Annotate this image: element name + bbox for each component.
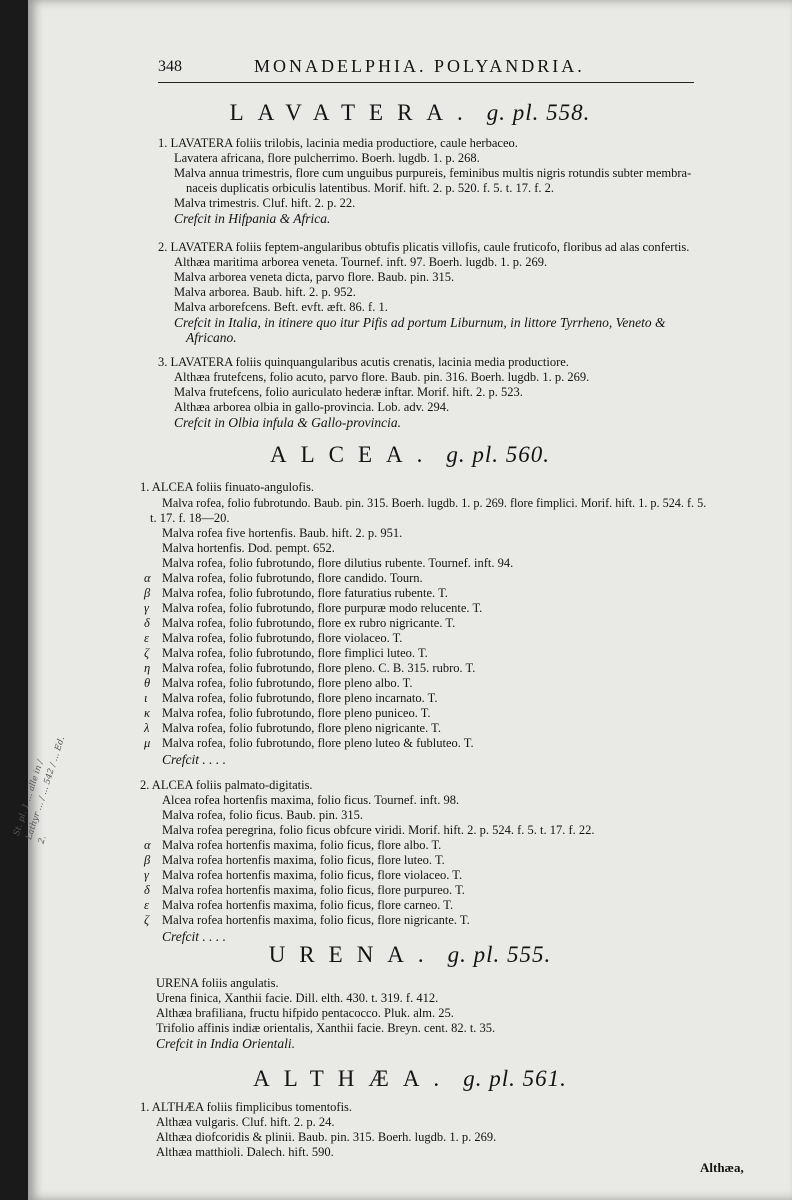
variety-label: θ — [144, 676, 151, 690]
variety-label: η — [144, 661, 151, 675]
variety-label: δ — [144, 616, 150, 630]
habitat-line: Africano. — [186, 330, 237, 345]
handwritten-margin-note: St. pl. 1 ... alle in / Lathyr ... / ... 542 / ... Ed. 2. — [11, 735, 68, 846]
variety-label: α — [144, 571, 151, 585]
synonym-line: Althæa diofcoridis & plinii. Baub. pin. 315. Boerh. lugdb. 1. p. 269. — [156, 1130, 497, 1144]
species-line: 1. ALTHÆA foliis fimplicibus tomentofis. — [140, 1100, 353, 1114]
variety-label: β — [144, 853, 151, 867]
variety-label: β — [144, 586, 151, 600]
variety-line: Malva rofea, folio fubrotundo, flore faturatius rubente. T. — [162, 586, 448, 600]
variety-line: Malva rofea, folio fubrotundo, flore pleno nigricante. T. — [162, 721, 441, 735]
variety-label: α — [144, 838, 151, 852]
variety-line: Malva rofea hortenfis maxima, folio ficus, flore albo. T. — [162, 838, 442, 852]
variety-label: ε — [144, 898, 149, 912]
genus-name: ALTHÆA. — [253, 1066, 454, 1091]
habitat-line: Crefcit . . . . — [162, 929, 226, 944]
synonym-line: Althæa maritima arborea veneta. Tournef. inft. 97. Boerh. lugdb. 1. p. 269. — [174, 255, 548, 269]
variety-label: γ — [144, 868, 149, 882]
synonym-line: Alcea rofea hortenfis maxima, folio ficus. Tournef. inft. 98. — [162, 793, 460, 807]
genus-heading-alcea — [28, 442, 792, 468]
variety-line: Malva rofea hortenfis maxima, folio ficus, flore luteo. T. — [162, 853, 445, 867]
synonym-line: Lavatera africana, flore pulcherrimo. Boerh. lugdb. 1. p. 268. — [174, 151, 480, 165]
synonym-line: Malva rofea five hortenfis. Baub. hift. 2. p. 951. — [162, 526, 403, 540]
page-header — [158, 54, 694, 83]
variety-line: Malva rofea hortenfis maxima, folio ficus, flore purpureo. T. — [162, 883, 465, 897]
genus-name: ALCEA. — [269, 442, 437, 467]
habitat-line: Crefcit in India Orientali. — [156, 1036, 295, 1051]
variety-line: Malva rofea, folio fubrotundo, flore pleno albo. T. — [162, 676, 413, 690]
variety-label: γ — [144, 601, 149, 615]
genus-name: URENA. — [268, 942, 438, 967]
synonym-line: Althæa vulgaris. Cluf. hift. 2. p. 24. — [156, 1115, 335, 1129]
page-number: 348 — [158, 58, 182, 75]
genus-heading-urena — [28, 942, 792, 968]
synonym-line: naceis duplicatis orbiculis latentibus. Morif. hift. 2. p. 520. f. 5. t. 17. f. 2. — [186, 181, 554, 195]
species-line: 2. ALCEA foliis palmato-digitatis. — [140, 778, 313, 792]
variety-line: Malva rofea, folio fubrotundo, flore ex rubro nigricante. T. — [162, 616, 456, 630]
variety-label: ι — [144, 691, 148, 705]
synonym-line: Malva rofea peregrina, folio ficus obfcure viridi. Morif. hift. 2. p. 524. f. 5. t. 17. f. 22. — [162, 823, 595, 837]
variety-line: Malva rofea, folio fubrotundo, flore pleno. C. B. 315. rubro. T. — [162, 661, 476, 675]
synonym-line: Malva frutefcens, folio auriculato hederæ inftar. Morif. hift. 2. p. 523. — [174, 385, 523, 399]
synonym-line: Malva rofea, folio fubrotundo. Baub. pin. 315. Boerh. lugdb. 1. p. 269. flore fimplici. Morif. hift. 1. p. 524. f. 5. — [162, 496, 707, 510]
synonym-line: Althæa arborea olbia in gallo-provincia. Lob. adv. 294. — [174, 400, 450, 414]
synonym-line: Malva hortenfis. Dod. pempt. 652. — [162, 541, 335, 555]
synonym-line: Althæa matthioli. Dalech. hift. 590. — [156, 1145, 334, 1159]
variety-label: ε — [144, 631, 149, 645]
species-line: 1. ALCEA foliis finuato-angulofis. — [140, 480, 314, 494]
book-page — [11, 0, 792, 1200]
catchword: Althæa, — [700, 1160, 744, 1175]
variety-line: Malva rofea, folio fubrotundo, flore candido. Tourn. — [162, 571, 423, 585]
species-line: URENA foliis angulatis. — [156, 976, 279, 990]
genus-reference: g. pl. 560. — [446, 442, 551, 467]
variety-line: Malva rofea hortenfis maxima, folio ficus, flore nigricante. T. — [162, 913, 470, 927]
habitat-line: Crefcit in Italia, in itinere quo itur Pifis ad portum Liburnum, in littore Tyrrheno, Veneto & — [174, 315, 666, 330]
species-line: 1. LAVATERA foliis trilobis, lacinia media productiore, caule herbaceo. — [158, 136, 518, 150]
variety-line: Malva rofea, folio fubrotundo, flore pleno puniceo. T. — [162, 706, 431, 720]
synonym-line: Urena finica, Xanthii facie. Dill. elth. 430. t. 319. f. 412. — [156, 991, 439, 1005]
genus-heading-althaea — [28, 1066, 792, 1092]
synonym-line: Malva arborea veneta dicta, parvo flore. Baub. pin. 315. — [174, 270, 455, 284]
synonym-line: Althæa brafiliana, fructu hifpido pentacocco. Pluk. alm. 25. — [156, 1006, 454, 1020]
variety-label: μ — [144, 736, 151, 750]
habitat-line: Crefcit . . . . — [162, 752, 226, 767]
synonym-line: Malva trimestris. Cluf. hift. 2. p. 22. — [174, 196, 356, 210]
species-line: 2. LAVATERA foliis feptem-angularibus obtufis plicatis villofis, caule fruticofo, floribus ad alas confertis. — [158, 240, 690, 254]
habitat-line: Crefcit in Hifpania & Africa. — [174, 211, 331, 226]
genus-reference: g. pl. 558. — [486, 100, 591, 125]
variety-line: Malva rofea, folio fubrotundo, flore purpuræ modo relucente. T. — [162, 601, 483, 615]
synonym-line: Malva arborea. Baub. hift. 2. p. 952. — [174, 285, 356, 299]
variety-label: ζ — [144, 913, 150, 927]
synonym-line: t. 17. f. 18—20. — [150, 511, 230, 525]
variety-line: Malva rofea hortenfis maxima, folio ficus, flore carneo. T. — [162, 898, 454, 912]
genus-reference: g. pl. 561. — [463, 1066, 567, 1091]
species-line: 3. LAVATERA foliis quinquangularibus acutis crenatis, lacinia media productiore. — [158, 355, 569, 369]
variety-line: Malva rofea, folio fubrotundo, flore fimplici luteo. T. — [162, 646, 428, 660]
genus-reference: g. pl. 555. — [447, 942, 552, 967]
running-head: MONADELPHIA. POLYANDRIA. — [254, 56, 585, 76]
synonym-line: Trifolio affinis indiæ orientalis, Xanthii facie. Breyn. cent. 82. t. 35. — [156, 1021, 496, 1035]
variety-label: ζ — [144, 646, 150, 660]
variety-line: Malva rofea, folio fubrotundo, flore violaceo. T. — [162, 631, 403, 645]
variety-label: δ — [144, 883, 150, 897]
synonym-line: Malva arborefcens. Beft. evft. æft. 86. f. 1. — [174, 300, 388, 314]
genus-heading-lavatera — [28, 100, 792, 126]
habitat-line: Crefcit in Olbia infula & Gallo-provincia. — [174, 415, 401, 430]
synonym-line: Malva annua trimestris, flore cum unguibus purpureis, feminibus multis nigris rotundis subter membra- — [174, 166, 692, 180]
variety-label: λ — [144, 721, 150, 735]
variety-line: Malva rofea hortenfis maxima, folio ficus, flore violaceo. T. — [162, 868, 463, 882]
synonym-line: Malva rofea, folio fubrotundo, flore dilutius rubente. Tournef. inft. 94. — [162, 556, 514, 570]
variety-line: Malva rofea, folio fubrotundo, flore pleno incarnato. T. — [162, 691, 438, 705]
synonym-line: Malva rofea, folio ficus. Baub. pin. 315. — [162, 808, 363, 822]
variety-label: κ — [144, 706, 150, 720]
synonym-line: Althæa frutefcens, folio acuto, parvo flore. Baub. pin. 316. Boerh. lugdb. 1. p. 269. — [174, 370, 590, 384]
variety-line: Malva rofea, folio fubrotundo, flore pleno luteo & fubluteo. T. — [162, 736, 474, 750]
genus-name: LAVATERA. — [229, 100, 477, 125]
